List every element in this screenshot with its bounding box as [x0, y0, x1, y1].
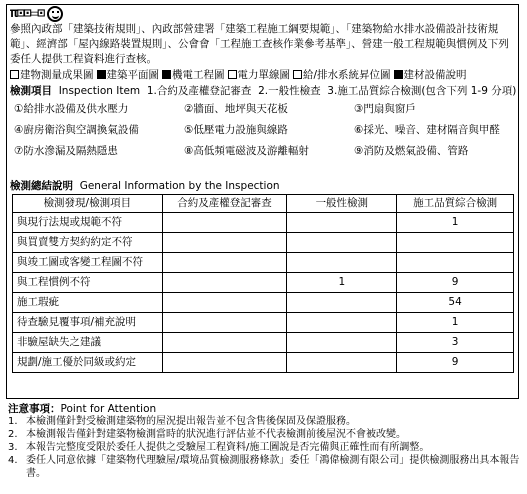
company-logo: [10, 4, 63, 24]
sub-item: ②牆面、地坪與天花板: [184, 103, 288, 115]
row-label: 與現行法規或規範不符: [13, 213, 163, 233]
sub-item: ⑨消防及燃氣設備、管路: [354, 145, 469, 158]
table-cell: 1: [287, 273, 397, 293]
table-cell: [287, 333, 397, 353]
table-cell: 9: [397, 353, 514, 373]
sub-item: ⑧高低頻電磁波及游離輻射: [184, 145, 309, 158]
document-checklist: [10, 68, 515, 82]
table-row: [13, 353, 514, 373]
summary-heading: 檢測總結說明 General Information by the Inspection: [10, 180, 280, 192]
row-label: 施工瑕疵: [13, 293, 163, 313]
checkbox-checked-icon: [162, 70, 171, 79]
column-header: 檢測發現/檢測項目: [13, 195, 163, 213]
summary-table: [12, 194, 514, 373]
row-label: 規劃/施工優於同級或約定: [13, 353, 163, 373]
sub-item: ④廚房衛浴與空調換氣設備: [14, 124, 139, 137]
table-row: [13, 233, 514, 253]
table-cell: [287, 233, 397, 253]
table-cell: [287, 313, 397, 333]
table-cell: [287, 293, 397, 313]
table-cell: [397, 253, 514, 273]
table-cell: [287, 253, 397, 273]
table-row: [13, 333, 514, 353]
table-cell: [287, 353, 397, 373]
table-cell: [397, 233, 514, 253]
list-item: 3. 本報告完整度受限於委任人提供之受驗屋工程資料/施工圖說是否完備與正確性而有所調整。: [8, 442, 430, 453]
checkbox-checked-icon: [394, 70, 403, 79]
table-row: [13, 253, 514, 273]
list-item: 4. 委任人同意依據「建築物代理驗屋/環境品質檢測服務條款」委任「鴻偉檢測有限公司」提供檢測服務出具本報告書。: [8, 455, 520, 479]
list-item: 1. 本檢測僅針對受檢測建築物的屋況提出報告並不包含售後保固及保證服務。: [8, 416, 356, 427]
column-header: 施工品質綜合檢測: [397, 195, 514, 213]
inspection-items-heading: 檢測項目 Inspection Item 1.合約及產權登記審查 2.一般性檢查 3.施工品質綜合檢測(包含下列 1-9 分項): [10, 85, 517, 97]
checkbox-icon: [293, 70, 302, 79]
sub-item: ③門扇與窗戶: [354, 103, 416, 115]
table-header-row: [13, 195, 514, 213]
sub-item: ①給排水設備及供水壓力: [14, 103, 129, 115]
column-header: 一般性檢測: [287, 195, 397, 213]
table-cell: 54: [397, 293, 514, 313]
checkbox-icon: [10, 70, 19, 79]
check-item-floorplan: 建築平面圖: [97, 68, 160, 82]
table-cell: 1: [397, 313, 514, 333]
table-cell: [162, 273, 287, 293]
table-cell: [162, 253, 287, 273]
table-cell: [287, 213, 397, 233]
table-cell: 9: [397, 273, 514, 293]
table-cell: [162, 293, 287, 313]
notes-heading: 注意事項：Point for Attention: [8, 403, 157, 415]
row-label: 與工程慣例不符: [13, 273, 163, 293]
intro-paragraph: 參照內政部「建築技術規則」、內政部營建署「建築工程施工綱要規範」、「建築物給水排水設備設計技術規範」、經濟部「屋內線路裝置規則」、公會會「工程施工查核作業參考基準」、營建一般工程規範與慣例及下列委任人提供工程資料進行查核。: [10, 23, 509, 65]
check-item-power: 電力單線圖: [228, 68, 291, 82]
sub-item: ⑥採光、噪音、建材隔音與甲醛: [354, 124, 500, 137]
table-row: [13, 213, 514, 233]
table-cell: 3: [397, 333, 514, 353]
sub-item: ⑦防水滲漏及隔熱隱患: [14, 145, 118, 158]
checkbox-checked-icon: [97, 70, 106, 79]
checkbox-icon: [228, 70, 237, 79]
check-item-mep: 機電工程圖: [162, 68, 225, 82]
row-label: 非驗屋缺失之建議: [13, 333, 163, 353]
table-cell: [162, 313, 287, 333]
table-cell: [162, 333, 287, 353]
check-item-plumbing: 給/排水系統昇位圖: [293, 68, 391, 82]
table-row: [13, 313, 514, 333]
table-row: [13, 293, 514, 313]
table-row: [13, 273, 514, 293]
check-item-survey: 建物測量成果圖: [10, 68, 94, 82]
table-cell: [162, 353, 287, 373]
list-item: 2. 本檢測報告僅針對建築物檢測當時的狀況進行評估並不代表檢測前後屋況不會被改變。: [8, 429, 406, 440]
table-cell: [162, 213, 287, 233]
table-cell: 1: [397, 213, 514, 233]
check-item-materials: 建材設備說明: [394, 68, 467, 82]
sub-item: ⑤低壓電力設施與線路: [184, 124, 288, 137]
logo-text: π⊡⊡▭⊡: [10, 6, 45, 22]
smiley-face-icon: [47, 6, 63, 22]
sub-items-grid: [14, 102, 514, 159]
row-label: 待查驗見覆事項/補充說明: [13, 313, 163, 333]
row-label: 與買賣雙方契約約定不符: [13, 233, 163, 253]
column-header: 合約及產權登記審查: [162, 195, 287, 213]
row-label: 與竣工圖或客變工程圖不符: [13, 253, 163, 273]
notes-list: [8, 415, 520, 480]
table-cell: [162, 233, 287, 253]
